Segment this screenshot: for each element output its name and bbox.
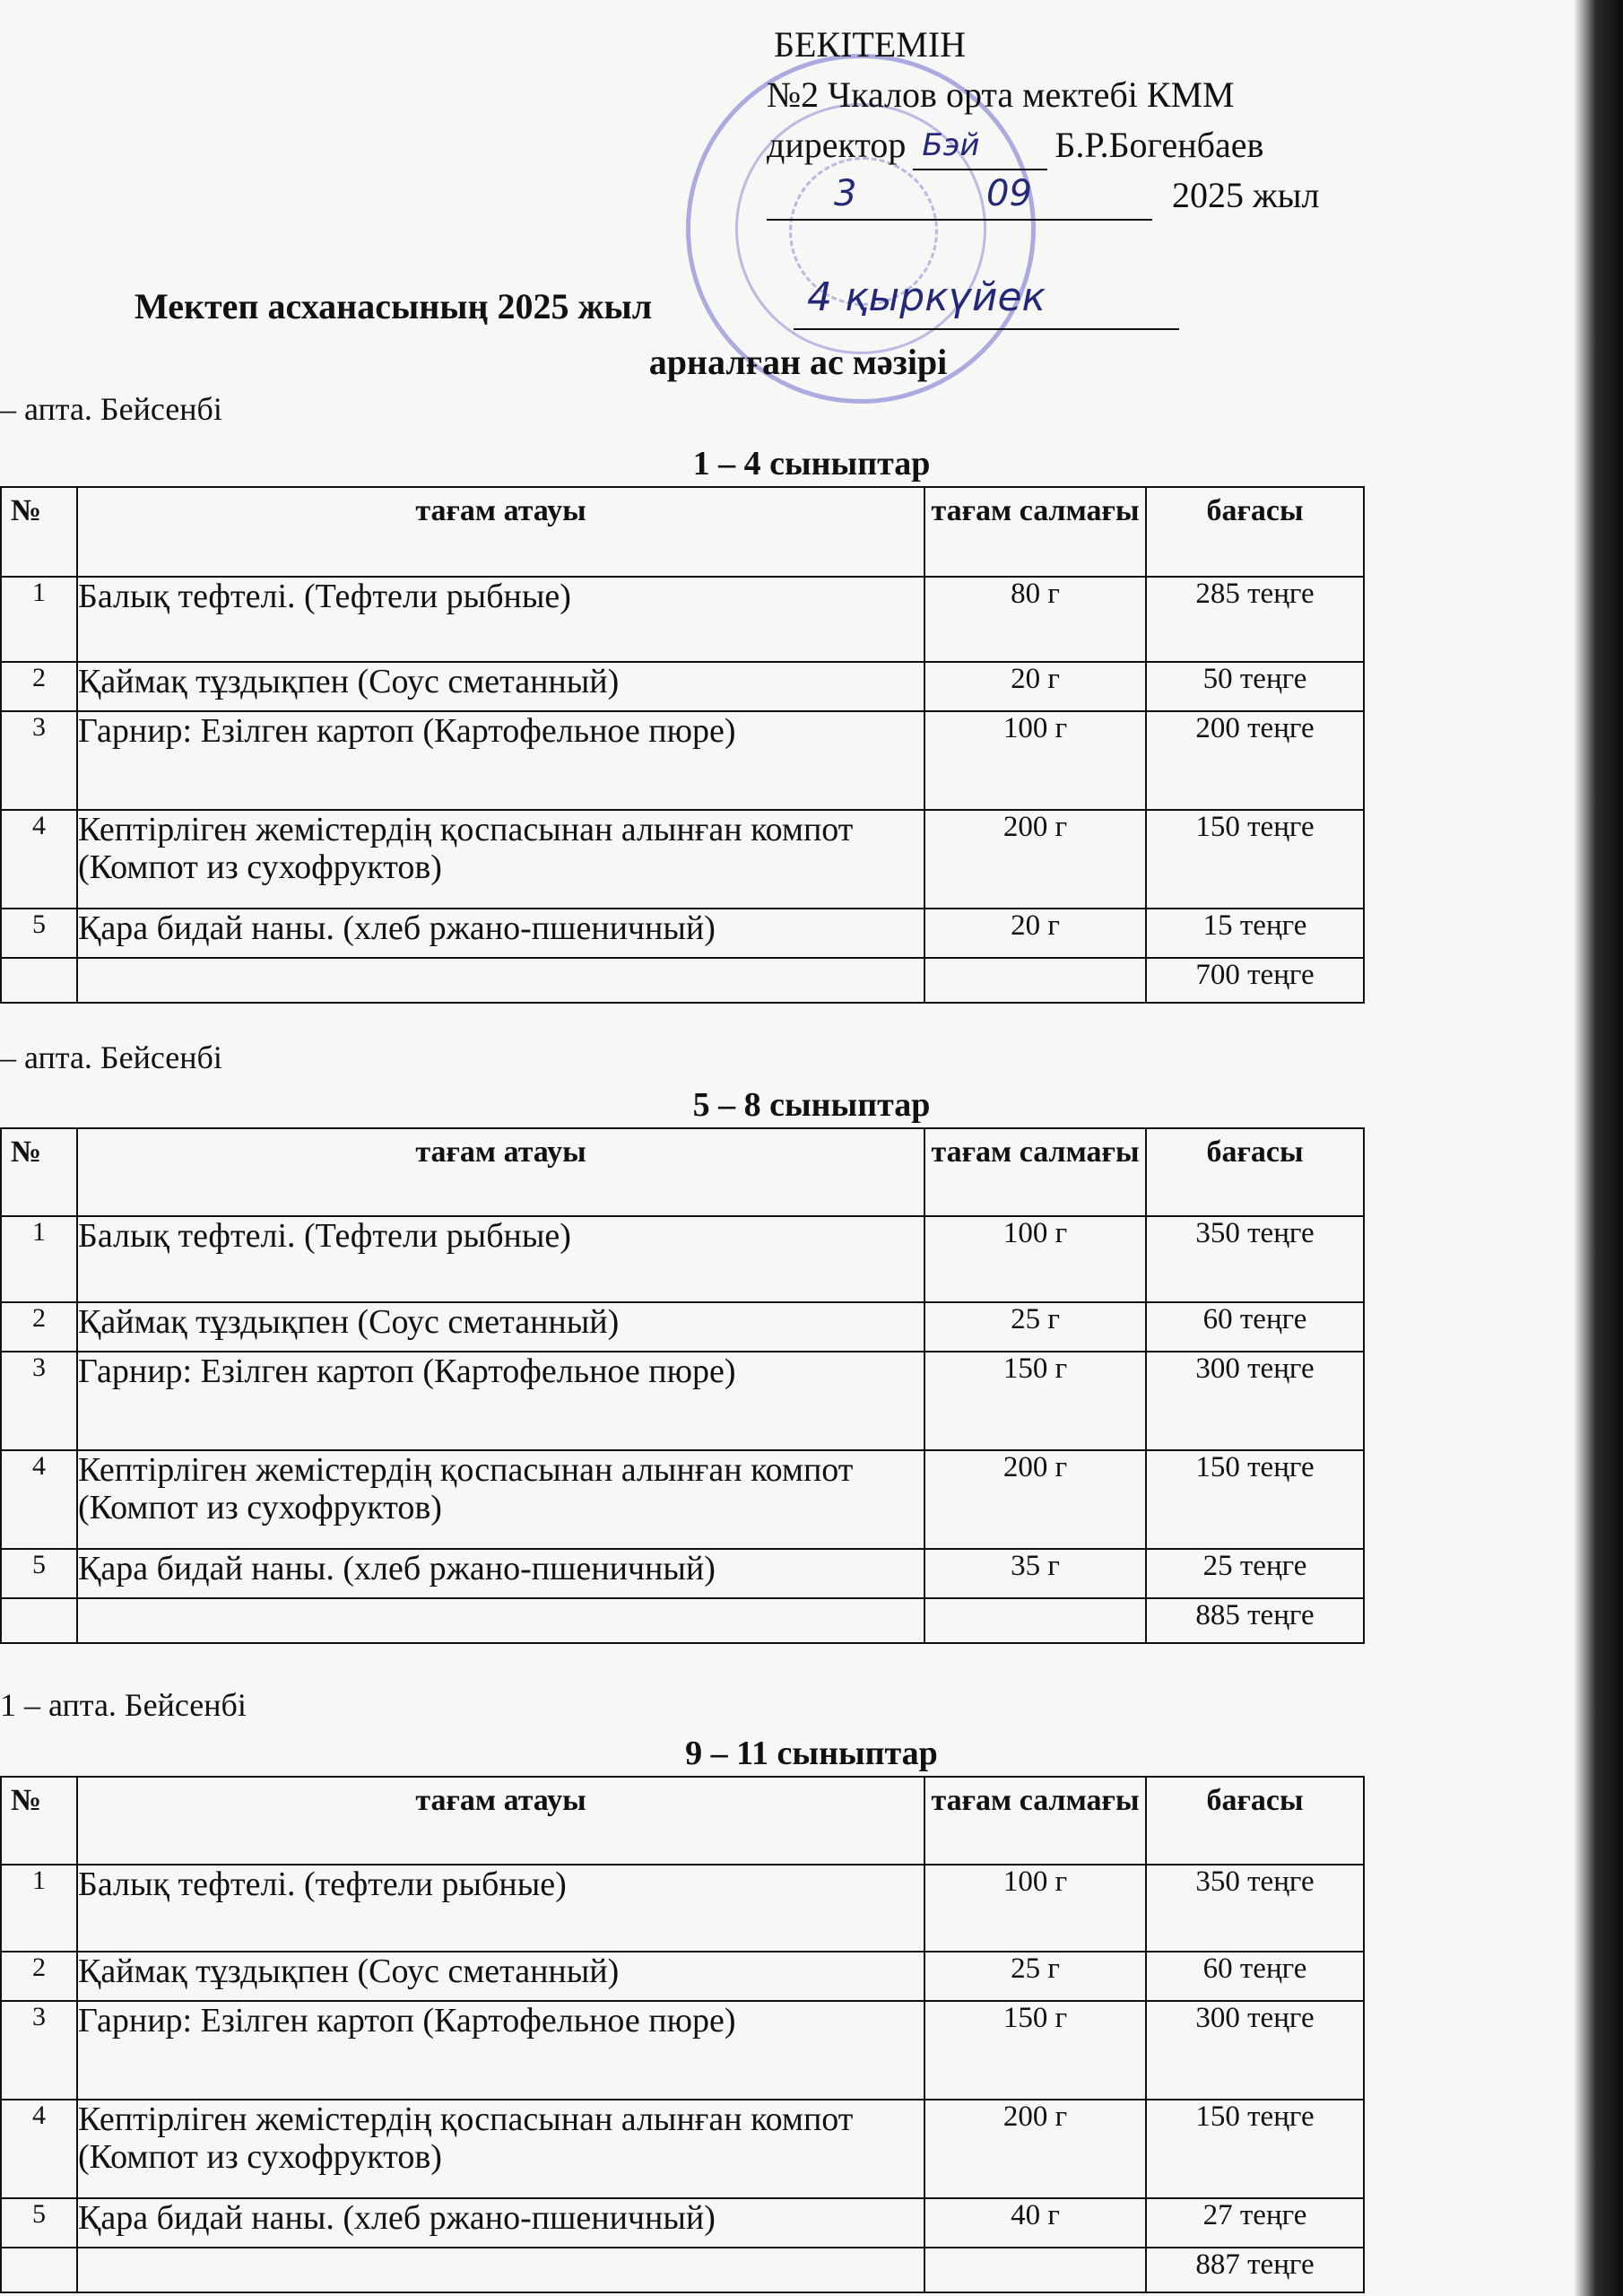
empty-cell <box>77 2248 924 2292</box>
total-price: 700 теңге <box>1146 958 1364 1003</box>
total-price: 887 теңге <box>1146 2248 1364 2292</box>
column-header-number: № <box>1 487 77 577</box>
dish-name: Қаймақ тұздықпен (Соус сметанный) <box>77 662 924 711</box>
empty-cell <box>924 958 1146 1003</box>
empty-cell <box>924 1598 1146 1643</box>
column-header-price: бағасы <box>1146 1128 1364 1216</box>
table-row <box>1 1352 1364 1450</box>
column-header-weight: тағам салмағы <box>924 1128 1146 1216</box>
dish-name: Балық тефтелі. (Тефтели рыбные) <box>77 577 924 662</box>
dish-weight: 80 г <box>924 577 1146 662</box>
table-row <box>1 810 1364 909</box>
dish-weight: 150 г <box>924 2001 1146 2100</box>
heading-text: Мектеп асханасының 2025 жыл <box>135 286 653 326</box>
dish-weight: 35 г <box>924 1549 1146 1598</box>
dish-price: 27 теңге <box>1146 2198 1364 2248</box>
total-price: 885 теңге <box>1146 1598 1364 1643</box>
dish-price: 60 теңге <box>1146 1952 1364 2001</box>
week-label: 1 – апта. Бейсенбі <box>0 1687 247 1723</box>
heading-date-underline <box>794 328 1179 330</box>
row-number: 1 <box>1 1865 77 1952</box>
column-header-weight: тағам салмағы <box>924 1777 1146 1865</box>
table-row <box>1 1549 1364 1598</box>
dish-weight: 25 г <box>924 1302 1146 1352</box>
dish-price: 285 теңге <box>1146 577 1364 662</box>
dish-weight: 100 г <box>924 1216 1146 1302</box>
menu-table <box>0 1776 1365 2293</box>
approval-date-day: 3 <box>834 173 857 214</box>
table-row <box>1 1865 1364 1952</box>
row-number: 3 <box>1 711 77 810</box>
menu-heading-line2 <box>0 341 1623 383</box>
empty-cell <box>1 1598 77 1643</box>
column-header-name: тағам атауы <box>77 1777 924 1865</box>
week-label: – апта. Бейсенбі <box>0 1039 222 1075</box>
column-header-price: бағасы <box>1146 1777 1364 1865</box>
table-header-row <box>1 1777 1364 1865</box>
empty-cell <box>77 1598 924 1643</box>
dish-weight: 40 г <box>924 2198 1146 2248</box>
dish-weight: 20 г <box>924 662 1146 711</box>
director-name: Б.Р.Богенбаев <box>1055 125 1264 165</box>
dish-name: Қаймақ тұздықпен (Соус сметанный) <box>77 1302 924 1352</box>
empty-cell <box>1 958 77 1003</box>
table-row <box>1 909 1364 958</box>
row-number: 3 <box>1 1352 77 1450</box>
empty-cell <box>1 2248 77 2292</box>
row-number: 5 <box>1 1549 77 1598</box>
total-row <box>1 1598 1364 1643</box>
column-header-weight: тағам салмағы <box>924 487 1146 577</box>
table-row <box>1 1302 1364 1352</box>
dish-name: Балық тефтелі. (Тефтели рыбные) <box>77 1216 924 1302</box>
week-label: – апта. Бейсенбі <box>0 391 222 427</box>
dish-weight: 25 г <box>924 1952 1146 2001</box>
section-title: 9 – 11 сыныптар <box>685 1735 938 1772</box>
table-header-row <box>1 487 1364 577</box>
column-header-name: тағам атауы <box>77 487 924 577</box>
column-header-number: № <box>1 1777 77 1865</box>
column-header-number: № <box>1 1128 77 1216</box>
dish-name: Кептірліген жемістердің қоспасынан алынған компот (Компот из сухофруктов) <box>77 2100 924 2198</box>
table-row <box>1 1952 1364 2001</box>
table-row <box>1 711 1364 810</box>
approval-year: 2025 жыл <box>1172 175 1320 215</box>
dish-weight: 200 г <box>924 810 1146 909</box>
row-number: 1 <box>1 577 77 662</box>
column-header-name: тағам атауы <box>77 1128 924 1216</box>
section-title: 5 – 8 сыныптар <box>692 1086 931 1124</box>
dish-weight: 100 г <box>924 1865 1146 1952</box>
total-row <box>1 2248 1364 2292</box>
dish-name: Кептірліген жемістердің қоспасынан алынған компот (Компот из сухофруктов) <box>77 810 924 909</box>
heading-handwritten-date: 4 қыркүйек <box>807 274 1046 320</box>
dish-weight: 100 г <box>924 711 1146 810</box>
row-number: 4 <box>1 810 77 909</box>
menu-table <box>0 1127 1365 1644</box>
approval-school: №2 Чкалов орта мектебі КММ <box>767 74 1235 115</box>
approval-director-row <box>767 120 1358 170</box>
dish-price: 150 теңге <box>1146 810 1364 909</box>
table-row <box>1 1216 1364 1302</box>
approval-date-row <box>767 170 1358 221</box>
row-number: 2 <box>1 1302 77 1352</box>
dish-price: 200 теңге <box>1146 711 1364 810</box>
dish-name: Кептірліген жемістердің қоспасынан алынған компот (Компот из сухофруктов) <box>77 1450 924 1549</box>
row-number: 4 <box>1 2100 77 2198</box>
dish-price: 25 теңге <box>1146 1549 1364 1598</box>
director-signature: Бэй <box>922 127 980 163</box>
approval-date-line <box>767 173 1152 221</box>
table-row <box>1 2198 1364 2248</box>
total-row <box>1 958 1364 1003</box>
approval-role: директор <box>767 125 907 165</box>
table-row <box>1 662 1364 711</box>
dish-weight: 200 г <box>924 2100 1146 2198</box>
menu-table <box>0 486 1365 1004</box>
row-number: 1 <box>1 1216 77 1302</box>
approval-date-month: 09 <box>986 173 1032 214</box>
signature-line <box>913 127 1047 170</box>
dish-price: 150 теңге <box>1146 2100 1364 2198</box>
dish-price: 150 теңге <box>1146 1450 1364 1549</box>
row-number: 5 <box>1 2198 77 2248</box>
column-header-price: бағасы <box>1146 487 1364 577</box>
dish-name: Қара бидай наны. (хлеб ржано-пшеничный) <box>77 2198 924 2248</box>
dish-price: 50 теңге <box>1146 662 1364 711</box>
table-row <box>1 2100 1364 2198</box>
table-row <box>1 2001 1364 2100</box>
dish-weight: 20 г <box>924 909 1146 958</box>
row-number: 4 <box>1 1450 77 1549</box>
dish-weight: 200 г <box>924 1450 1146 1549</box>
dish-price: 300 теңге <box>1146 2001 1364 2100</box>
row-number: 2 <box>1 1952 77 2001</box>
section-title: 1 – 4 сыныптар <box>692 445 931 483</box>
dish-price: 300 теңге <box>1146 1352 1364 1450</box>
dish-name: Гарнир: Езілген картоп (Картофельное пюре) <box>77 2001 924 2100</box>
dish-name: Гарнир: Езілген картоп (Картофельное пюре) <box>77 711 924 810</box>
empty-cell <box>77 958 924 1003</box>
dish-price: 350 теңге <box>1146 1865 1364 1952</box>
row-number: 2 <box>1 662 77 711</box>
row-number: 5 <box>1 909 77 958</box>
dish-name: Гарнир: Езілген картоп (Картофельное пюре) <box>77 1352 924 1450</box>
dish-name: Қаймақ тұздықпен (Соус сметанный) <box>77 1952 924 2001</box>
dish-name: Қара бидай наны. (хлеб ржано-пшеничный) <box>77 1549 924 1598</box>
dish-price: 60 теңге <box>1146 1302 1364 1352</box>
empty-cell <box>924 2248 1146 2292</box>
row-number: 3 <box>1 2001 77 2100</box>
heading-subtitle: арналған ас мәзірі <box>648 342 948 382</box>
table-row <box>1 1450 1364 1549</box>
dish-name: Балық тефтелі. (тефтели рыбные) <box>77 1865 924 1952</box>
dish-price: 15 теңге <box>1146 909 1364 958</box>
dish-weight: 150 г <box>924 1352 1146 1450</box>
table-header-row <box>1 1128 1364 1216</box>
approval-title: БЕКІТЕМІН <box>774 24 967 65</box>
dish-price: 350 теңге <box>1146 1216 1364 1302</box>
approval-block <box>767 20 1358 221</box>
table-row <box>1 577 1364 662</box>
dish-name: Қара бидай наны. (хлеб ржано-пшеничный) <box>77 909 924 958</box>
